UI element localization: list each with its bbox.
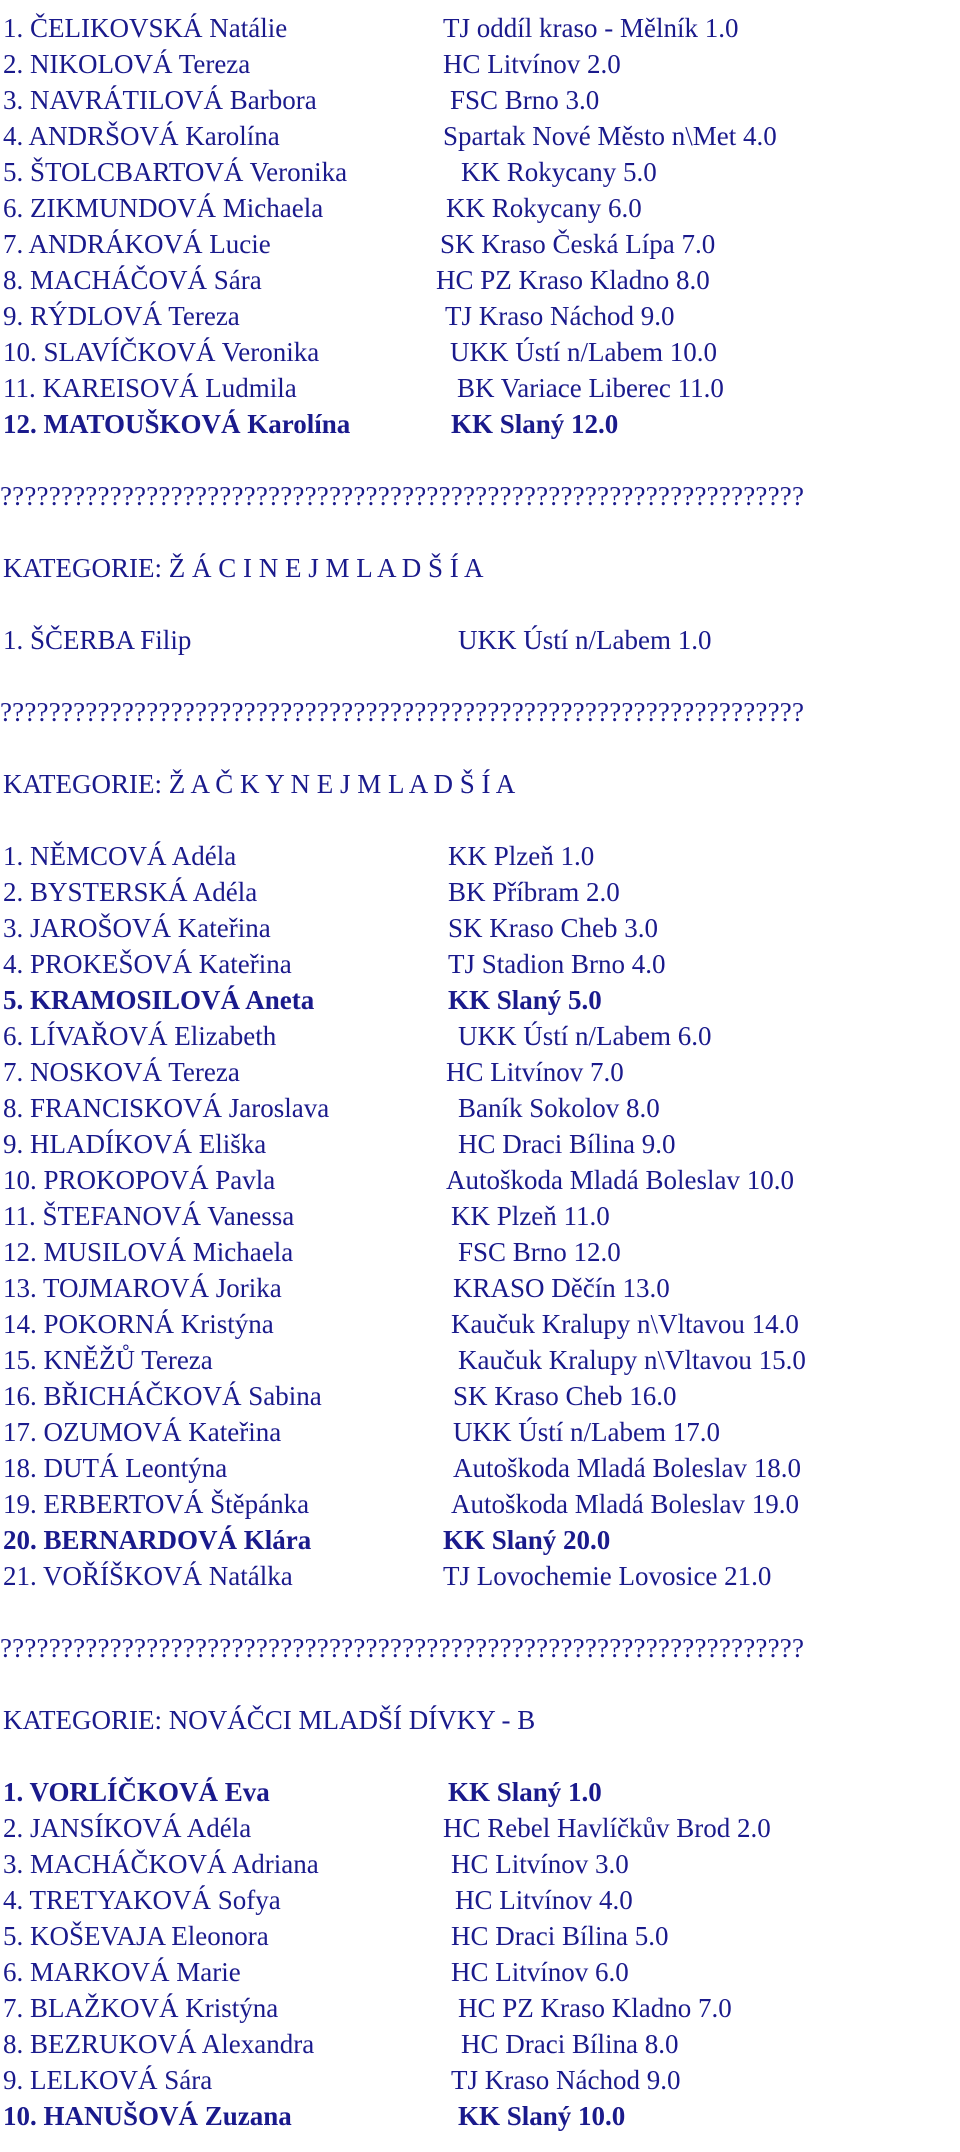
competitor-name: 6. LÍVAŘOVÁ Elizabeth [3,1021,277,1051]
club-result: TJ Kraso Náchod 9.0 [451,2065,681,2095]
competitor-name: 5. KOŠEVAJA Eleonora [3,1921,269,1951]
club-result: SK Kraso Cheb 3.0 [448,913,658,943]
club-result: Baník Sokolov 8.0 [458,1093,660,1123]
competitor-name: 21. VOŘÍŠKOVÁ Natálka [3,1561,293,1591]
club-result: HC Litvínov 4.0 [455,1885,633,1915]
competitor-name: 3. NAVRÁTILOVÁ Barbora [3,85,317,115]
competitor-name: 1. VORLÍČKOVÁ Eva [3,1777,270,1807]
category-heading: KATEGORIE: Ž Á C I N E J M L A D Š Í A [3,553,484,583]
competitor-name: 2. NIKOLOVÁ Tereza [3,49,251,79]
club-result: KK Slaný 12.0 [451,409,619,439]
competitor-name: 6. MARKOVÁ Marie [3,1957,241,1987]
competitor-name: 1. ČELIKOVSKÁ Natálie [3,13,288,43]
competitor-name: 2. BYSTERSKÁ Adéla [3,877,258,907]
competitor-name: 4. PROKEŠOVÁ Kateřina [3,949,292,979]
separator-line: ?????????????????????????????????????????????????????????????????? [0,1633,805,1663]
competitor-name: 6. ZIKMUNDOVÁ Michaela [3,193,324,223]
competitor-name: 8. FRANCISKOVÁ Jaroslava [3,1093,330,1123]
separator-line: ?????????????????????????????????????????????????????????????????? [0,481,805,511]
competitor-name: 11. KAREISOVÁ Ludmila [3,373,297,403]
club-result: BK Variace Liberec 11.0 [457,373,724,403]
competitor-name: 17. OZUMOVÁ Kateřina [3,1417,282,1447]
club-result: UKK Ústí n/Labem 6.0 [458,1021,712,1051]
club-result: SK Kraso Cheb 16.0 [453,1381,677,1411]
competitor-name: 10. SLAVÍČKOVÁ Veronika [3,337,320,367]
competitor-name: 14. POKORNÁ Kristýna [3,1309,274,1339]
club-result: KK Rokycany 5.0 [461,157,657,187]
club-result: HC PZ Kraso Kladno 7.0 [458,1993,732,2023]
club-result: SK Kraso Česká Lípa 7.0 [440,229,716,259]
club-result: FSC Brno 3.0 [450,85,600,115]
club-result: Kaučuk Kralupy n\Vltavou 15.0 [458,1345,806,1375]
club-result: KK Slaný 5.0 [448,985,602,1015]
club-result: HC Draci Bílina 5.0 [451,1921,669,1951]
competitor-name: 16. BŘICHÁČKOVÁ Sabina [3,1381,322,1411]
competitor-name: 11. ŠTEFANOVÁ Vanessa [3,1201,295,1231]
club-result: KK Slaný 20.0 [443,1525,611,1555]
club-result: HC Litvínov 6.0 [451,1957,629,1987]
competitor-name: 12. MATOUŠKOVÁ Karolína [3,409,351,439]
competitor-name: 4. TRETYAKOVÁ Sofya [3,1885,281,1915]
club-result: UKK Ústí n/Labem 10.0 [450,337,717,367]
separator-line: ?????????????????????????????????????????????????????????????????? [0,697,805,727]
competitor-name: 3. MACHÁČKOVÁ Adriana [3,1849,319,1879]
competitor-name: 7. NOSKOVÁ Tereza [3,1057,240,1087]
club-result: BK Příbram 2.0 [448,877,620,907]
club-result: KK Rokycany 6.0 [446,193,642,223]
club-result: KK Plzeň 11.0 [451,1201,610,1231]
competitor-name: 8. MACHÁČOVÁ Sára [3,265,262,295]
club-result: HC PZ Kraso Kladno 8.0 [436,265,710,295]
club-result: Kaučuk Kralupy n\Vltavou 14.0 [451,1309,799,1339]
competitor-name: 18. DUTÁ Leontýna [3,1453,228,1483]
club-result: HC Litvínov 7.0 [446,1057,624,1087]
competitor-name: 19. ERBERTOVÁ Štěpánka [3,1489,310,1519]
competitor-name: 10. PROKOPOVÁ Pavla [3,1165,276,1195]
competitor-name: 9. LELKOVÁ Sára [3,2065,213,2095]
competitor-name: 8. BEZRUKOVÁ Alexandra [3,2029,315,2059]
competitor-name: 3. JAROŠOVÁ Kateřina [3,913,271,943]
club-result: Autoškoda Mladá Boleslav 10.0 [446,1165,794,1195]
club-result: FSC Brno 12.0 [458,1237,621,1267]
club-result: Spartak Nové Město n\Met 4.0 [443,121,777,151]
category-heading: KATEGORIE: NOVÁČCI MLADŠÍ DÍVKY - B [3,1705,536,1735]
club-result: UKK Ústí n/Labem 1.0 [458,625,712,655]
competitor-name: 7. ANDRÁKOVÁ Lucie [3,229,271,259]
club-result: UKK Ústí n/Labem 17.0 [453,1417,720,1447]
competitor-name: 2. JANSÍKOVÁ Adéla [3,1813,252,1843]
club-result: HC Rebel Havlíčkův Brod 2.0 [443,1813,771,1843]
club-result: KK Slaný 1.0 [448,1777,602,1807]
club-result: TJ Lovochemie Lovosice 21.0 [443,1561,772,1591]
competitor-name: 7. BLAŽKOVÁ Kristýna [3,1993,279,2023]
competitor-name: 10. HANUŠOVÁ Zuzana [3,2101,292,2131]
club-result: TJ Stadion Brno 4.0 [448,949,666,979]
club-result: Autoškoda Mladá Boleslav 19.0 [451,1489,799,1519]
club-result: TJ Kraso Náchod 9.0 [445,301,675,331]
competitor-name: 1. ŠČERBA Filip [3,625,192,655]
competitor-name: 9. RÝDLOVÁ Tereza [3,301,240,331]
club-result: TJ oddíl kraso - Mělník 1.0 [443,13,739,43]
club-result: Autoškoda Mladá Boleslav 18.0 [453,1453,801,1483]
club-result: KK Plzeň 1.0 [448,841,595,871]
competitor-name: 1. NĚMCOVÁ Adéla [3,841,237,871]
competitor-name: 20. BERNARDOVÁ Klára [3,1525,312,1555]
club-result: HC Draci Bílina 9.0 [458,1129,676,1159]
competitor-name: 5. ŠTOLCBARTOVÁ Veronika [3,157,348,187]
competitor-name: 15. KNĚŽŮ Tereza [3,1345,213,1375]
category-heading: KATEGORIE: Ž A Č K Y N E J M L A D Š Í A [3,769,516,799]
club-result: HC Litvínov 2.0 [443,49,621,79]
competitor-name: 12. MUSILOVÁ Michaela [3,1237,294,1267]
club-result: HC Litvínov 3.0 [451,1849,629,1879]
club-result: KK Slaný 10.0 [458,2101,626,2131]
club-result: KRASO Děčín 13.0 [453,1273,670,1303]
competitor-name: 9. HLADÍKOVÁ Eliška [3,1129,267,1159]
competitor-name: 13. TOJMAROVÁ Jorika [3,1273,282,1303]
competitor-name: 5. KRAMOSILOVÁ Aneta [3,985,315,1015]
competitor-name: 4. ANDRŠOVÁ Karolína [3,121,280,151]
club-result: HC Draci Bílina 8.0 [461,2029,679,2059]
